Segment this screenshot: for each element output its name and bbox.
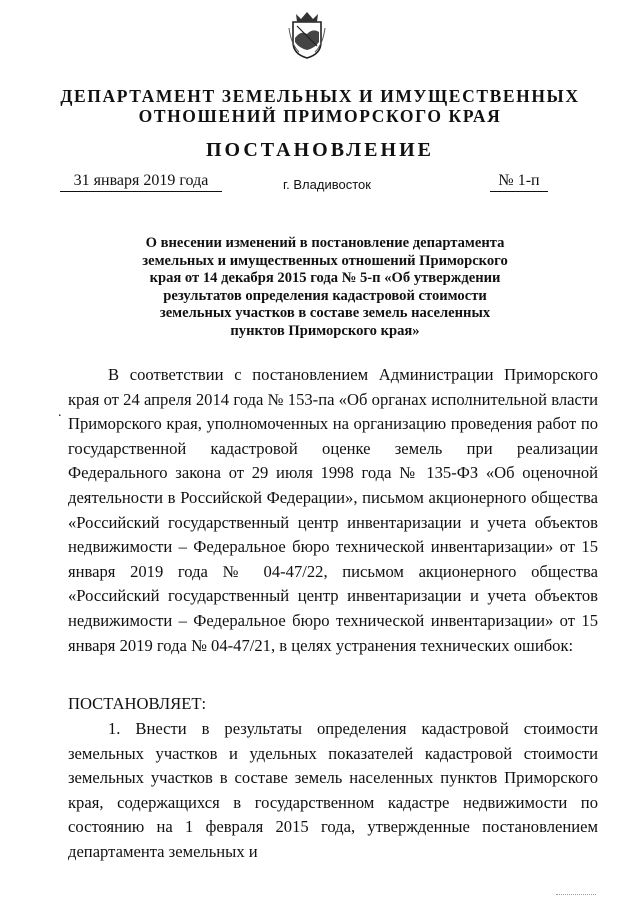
document-type: ПОСТАНОВЛЕНИЕ	[206, 139, 434, 161]
subject-line: О внесении изменений в постановление департамента	[145, 235, 505, 251]
coat-of-arms-icon	[287, 8, 327, 60]
subject-line: земельных и имущественных отношений Приморского	[142, 252, 508, 269]
resolves-heading: ПОСТАНОВЛЯЕТ:	[68, 694, 207, 713]
subject-line: края от 14 декабря 2015 года № 5-п «Об утверждении	[149, 270, 501, 286]
document-number: № 1-п	[490, 172, 548, 192]
subject-line: результатов определения кадастровой стоимости	[163, 287, 487, 304]
document-date: 31 января 2019 года	[60, 172, 222, 192]
subject-line: пунктов Приморского края»	[230, 322, 420, 339]
item-1-paragraph: 1. Внести в результаты определения кадастровой стоимости земельных участков и удельных показателей кадастровой стоимости земельных участков в составе земель населенных пунктов Приморского края, содержащихся в государственном кадастре недвижимости по состоянию на 1 февраля 2015 года, утвержденные постановлением департамента земельных и	[68, 719, 598, 861]
department-name-line-2: ОТНОШЕНИЙ ПРИМОРСКОГО КРАЯ	[138, 106, 502, 126]
page-edge-mark	[556, 894, 596, 895]
department-name-line-1: ДЕПАРТАМЕНТ ЗЕМЕЛЬНЫХ И ИМУЩЕСТВЕННЫХ	[60, 86, 580, 106]
department-name	[60, 86, 580, 126]
subject-line: земельных участков в составе земель населенных	[159, 305, 491, 321]
document-subject	[130, 235, 520, 340]
preamble-paragraph: В соответствии с постановлением Администрации Приморского края от 24 апреля 2014 года № 153-па «Об органах исполнительной власти Приморского края, уполномоченных на организацию проведения работ по государственной кадастровой оценке земель при реализации Федерального закона от 29 июля 1998 года № 135-ФЗ «Об оценочной деятельности в Российской Федерации», письмом акционерного общества «Российский государственный центр инвентаризации и учета объектов недвижимости – Федеральное бюро технической инвентаризации» от 15 января 2019 года № 04-47/22, письмом акционерного общества «Российский государственный центр инвентаризации и учета объектов недвижимости – Федеральное бюро технической инвентаризации» от 15 января 2019 года № 04-47/21, в целях устранения технических ошибок:	[68, 365, 598, 655]
margin-mark: .	[58, 405, 62, 420]
document-city: г. Владивосток	[283, 177, 371, 192]
